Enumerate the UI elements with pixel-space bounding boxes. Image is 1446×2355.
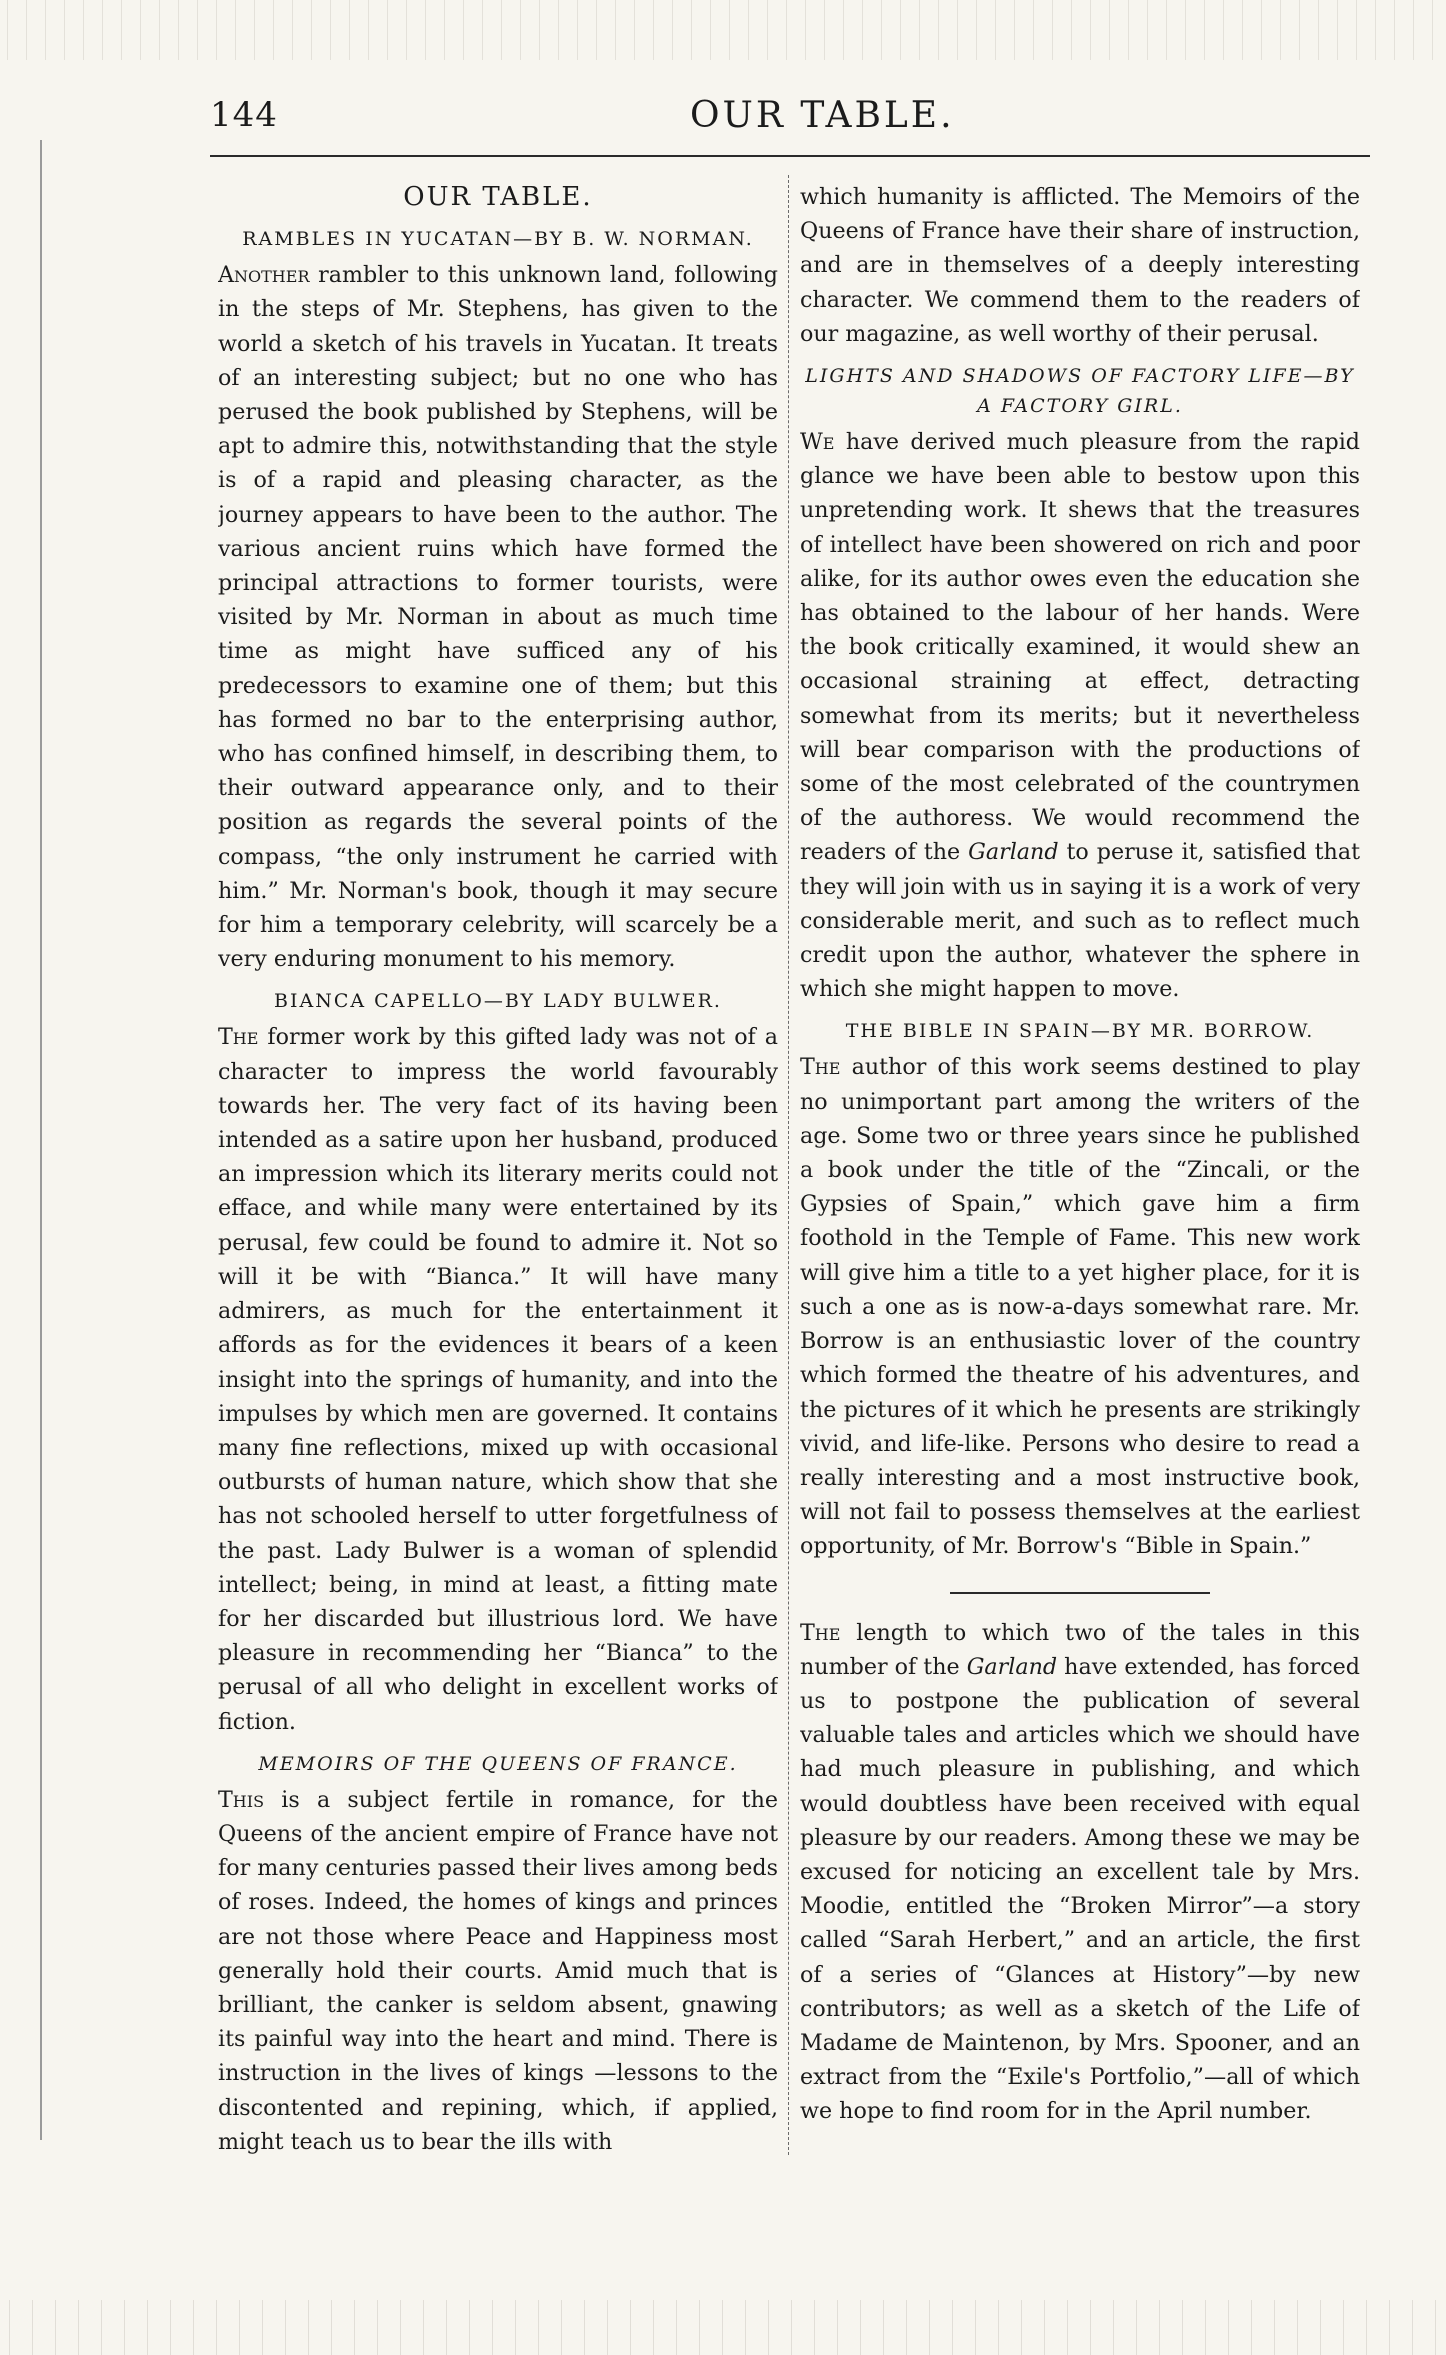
review-body-rambles [218,258,778,976]
page-edge-line [40,140,42,2140]
first-word: The [800,1619,841,1646]
editorial-notice [800,1616,1360,2129]
review-heading-lights: LIGHTS AND SHADOWS OF FACTORY LIFE—BY A FACTORY GIRL. [805,365,1355,418]
right-column [800,180,1360,2205]
review-text: have derived much pleasure from the rapid glance we have been able to bestow upon this unpretending work. It shews that the treasures of intellect have been showered on rich and poor alike, for its author owes even the education she has obtained to the labour of her hands. Were the book critically examined, it would shew an occasional straining at effect, detracting somewhat from its merits; but it nevertheless will bear comparison with the productions of some of the most celebrated of the countrymen of the authoress. We would recommend the readers of the [800,429,1360,866]
review-text: to peruse it, satisfied that they will join with us in saying it is a work of very considerable merit, and such as to reflect much credit upon the author, whatever the sphere in which she might happen to move. [800,839,1360,1003]
column-divider [788,175,789,2155]
review-body-bible [800,1050,1360,1563]
scan-noise-top [0,0,1446,60]
review-text: author of this work seems destined to play no unimportant part among the writers of the age. Some two or three years since he published a book under the title of the “Zincali, or the Gypsies of Spain,” which gave him a firm foothold in the Temple of Fame. This new work will give him a title to a yet higher place, for it is such a one as is now-a-days somewhat rare. Mr. Borrow is an enthusiastic lover of the country which formed the theatre of his adventures, and the pictures of it which he presents are strikingly vivid, and life-like. Persons who desire to read a really interesting and a most instructive book, will not fail to possess themselves at the earliest opportunity, of Mr. Borrow's “Bible in Spain.” [800,1054,1360,1560]
left-column [218,180,778,2205]
notice-text: length to which two of the tales in this number of the [800,1619,1360,1680]
review-heading-memoirs: MEMOIRS OF THE QUEENS OF FRANCE. [258,1752,738,1775]
review-body-bianca [218,1020,778,1738]
garland-title: Garland [968,839,1059,866]
review-heading-rambles: RAMBLES IN YUCATAN—BY B. W. NORMAN. [242,228,754,251]
running-head: OUR TABLE. [690,95,955,136]
page-number: 144 [210,95,278,135]
first-word: We [800,429,835,456]
review-body-memoirs [218,1783,778,2159]
review-body-lights [800,425,1360,1006]
first-word: The [218,1024,259,1051]
review-body-memoirs-continued: which humanity is afflicted. The Memoirs of the Queens of France have their share of instruction, and are in themselves of a deeply interesting character. We commend them to the readers of our magazine, as well worthy of their perusal. [800,184,1360,347]
review-text: rambler to this unknown land, following in the steps of Mr. Stephens, has given to the world a sketch of his travels in Yucatan. It treats of an interesting subject; but no one who has perused the book published by Stephens, will be apt to admire this, notwithstanding that the style is of a rapid and pleasing character, as the journey appears to have been to the author. The various ancient ruins which have formed the principal attractions to former tourists, were visited by Mr. Norman in about as much time time as might have sufficed any of his predecessors to examine one of them; but this has formed no bar to the enterprising author, who has confined himself, in describing them, to their outward appearance only, and to their position as regards the several points of the compass, “the only instrument he carried with him.” Mr. Norman's book, though it may secure for him a temporary celebrity, will scarcely be a very enduring monument to his memory. [218,262,778,973]
review-heading-bianca: BIANCA CAPELLO—BY LADY BULWER. [274,990,722,1013]
review-text: is a subject fertile in romance, for the Queens of the ancient empire of France have not for many centuries passed their lives among beds of roses. Indeed, the homes of kings and princes are not those where Peace and Happiness most generally hold their courts. Amid much that is brilliant, the canker is seldom absent, gnawing its painful way into the heart and mind. There is instruction in the lives of kings —lessons to the discontented and repining, which, if applied, might teach us to bear the ills with [218,1786,778,2155]
review-text: former work by this gifted lady was not of a character to impress the world favourably towards her. The very fact of its having been intended as a satire upon her husband, produced an impression which its literary merits could not efface, and while many were entertained by its perusal, few could be found to admire it. Not so will it be with “Bianca.” It will have many admirers, as much for the entertainment it affords as for the evidences it bears of a keen insight into the springs of humanity, and into the impulses by which men are governed. It contains many fine reflections, mixed up with occasional outbursts of human nature, which show that she has not schooled herself to utter forgetfulness of the past. Lady Bulwer is a woman of splendid intellect; being, in mind at least, a fitting mate for her discarded but illustrious lord. We have pleasure in recommending her “Bianca” to the perusal of all who delight in excellent works of fiction. [218,1024,778,1735]
review-heading-bible: THE BIBLE IN SPAIN—BY MR. BORROW. [845,1020,1315,1043]
scan-noise-bottom [0,2300,1446,2355]
section-title: OUR TABLE. [403,182,593,212]
first-word: The [800,1054,841,1081]
section-rule [950,1592,1210,1594]
garland-title: Garland [966,1653,1058,1680]
page-header [210,95,1370,155]
notice-text: have extended, has forced us to postpone the publication of several valuable tales and articles which we should have had much pleasure in publishing, and which would doubtless have been received with equal pleasure by our readers. Among these we may be excused for noticing an excellent tale by Mrs. Moodie, entitled the “Broken Mirror”—a story called “Sarah Herbert,” and an article, the first of a series of “Glances at History”—by new contributors; as well as a sketch of the Life of Madame de Maintenon, by Mrs. Spooner, and an extract from the “Exile's Portfolio,”—all of which we hope to find room for in the April number. [800,1653,1360,2125]
first-word: This [218,1786,265,1813]
first-word: Another [218,262,310,289]
header-rule [210,155,1370,157]
